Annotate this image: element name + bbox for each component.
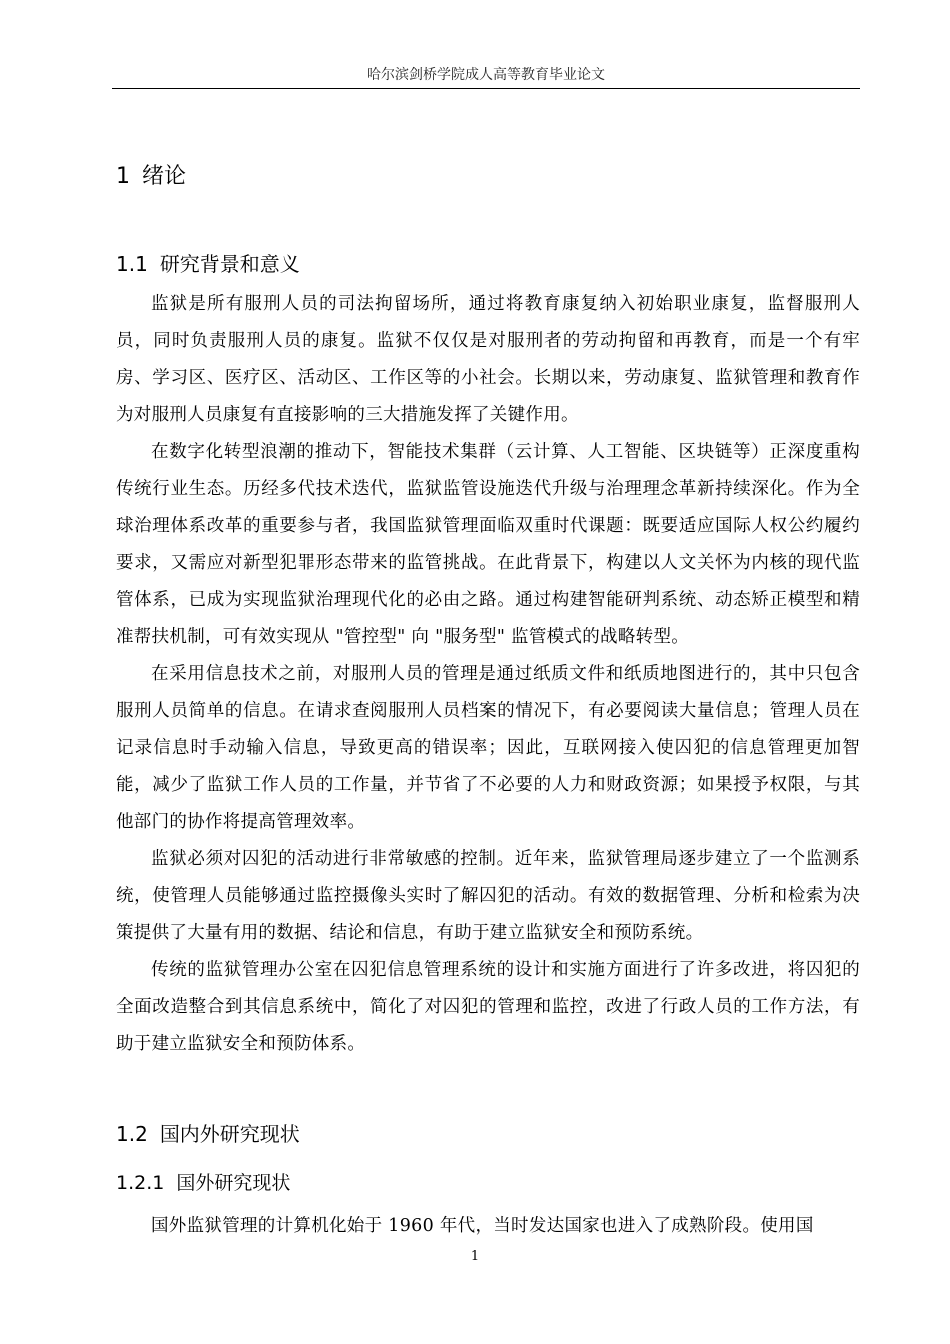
chapter-heading [116,162,186,192]
chapter-number: 1 [116,164,130,189]
subsection-number: 1.2.1 [116,1172,165,1194]
body-paragraph: 传统的监狱管理办公室在囚犯信息管理系统的设计和实施方面进行了许多改进，将囚犯的全面改造整合到其信息系统中，简化了对囚犯的管理和监控，改进了行政人员的工作方法，有助于建立监狱安全和预防体系。 [116,960,860,1054]
header-rule [112,88,860,89]
chapter-title: 绪论 [142,164,187,189]
page-number: 1 [470,1249,480,1264]
section-title: 研究背景和意义 [159,252,300,276]
body-paragraph: 在采用信息技术之前，对服刑人员的管理是通过纸质文件和纸质地图进行的，其中只包含服刑人员简单的信息。在请求查阅服刑人员档案的情况下，有必要阅读大量信息；管理人员在记录信息时手动输入信息，导致更高的错误率；因此，互联网接入使囚犯的信息管理更加智能，减少了监狱工作人员的工作量，并节省了不必要的人力和财政资源；如果授予权限，与其他部门的协作将提高管理效率。 [116,664,860,832]
body-paragraph: 监狱是所有服刑人员的司法拘留场所，通过将教育康复纳入初始职业康复，监督服刑人员，同时负责服刑人员的康复。监狱不仅仅是对服刑者的劳动拘留和再教育，而是一个有牢房、学习区、医疗区、活动区、工作区等的小社会。长期以来，劳动康复、监狱管理和教育作为对服刑人员康复有直接影响的三大措施发挥了关键作用。 [116,294,860,425]
section-number: 1.1 [116,252,148,276]
section-heading-1-1 [116,250,300,278]
section-title: 国内外研究现状 [159,1122,300,1146]
running-header: 哈尔滨剑桥学院成人高等教育毕业论文 [367,67,605,83]
subsection-heading-1-2-1 [116,1169,290,1197]
section-1-1-body [116,286,860,1063]
body-paragraph: 国外监狱管理的计算机化始于 1960 年代，当时发达国家也进入了成熟阶段。使用国 [151,1216,814,1236]
section-number: 1.2 [116,1122,148,1146]
body-paragraph: 监狱必须对囚犯的活动进行非常敏感的控制。近年来，监狱管理局逐步建立了一个监测系统，使管理人员能够通过监控摄像头实时了解囚犯的活动。有效的数据管理、分析和检索为决策提供了大量有用的数据、结论和信息，有助于建立监狱安全和预防系统。 [116,849,860,943]
section-1-2-1-body [116,1208,860,1245]
subsection-title: 国外研究现状 [176,1172,291,1194]
body-paragraph: 在数字化转型浪潮的推动下，智能技术集群（云计算、人工智能、区块链等）正深度重构传统行业生态。历经多代技术迭代，监狱监管设施迭代升级与治理理念革新持续深化。作为全球治理体系改革的重要参与者，我国监狱管理面临双重时代课题：既要适应国际人权公约履约要求，又需应对新型犯罪形态带来的监管挑战。在此背景下，构建以人文关怀为内核的现代监管体系，已成为实现监狱治理现代化的必由之路。通过构建智能研判系统、动态矫正模型和精准帮扶机制，可有效实现从 "管控型" 向 "服务型" 监管模式的战略转型。 [116,442,860,647]
section-heading-1-2 [116,1120,300,1148]
